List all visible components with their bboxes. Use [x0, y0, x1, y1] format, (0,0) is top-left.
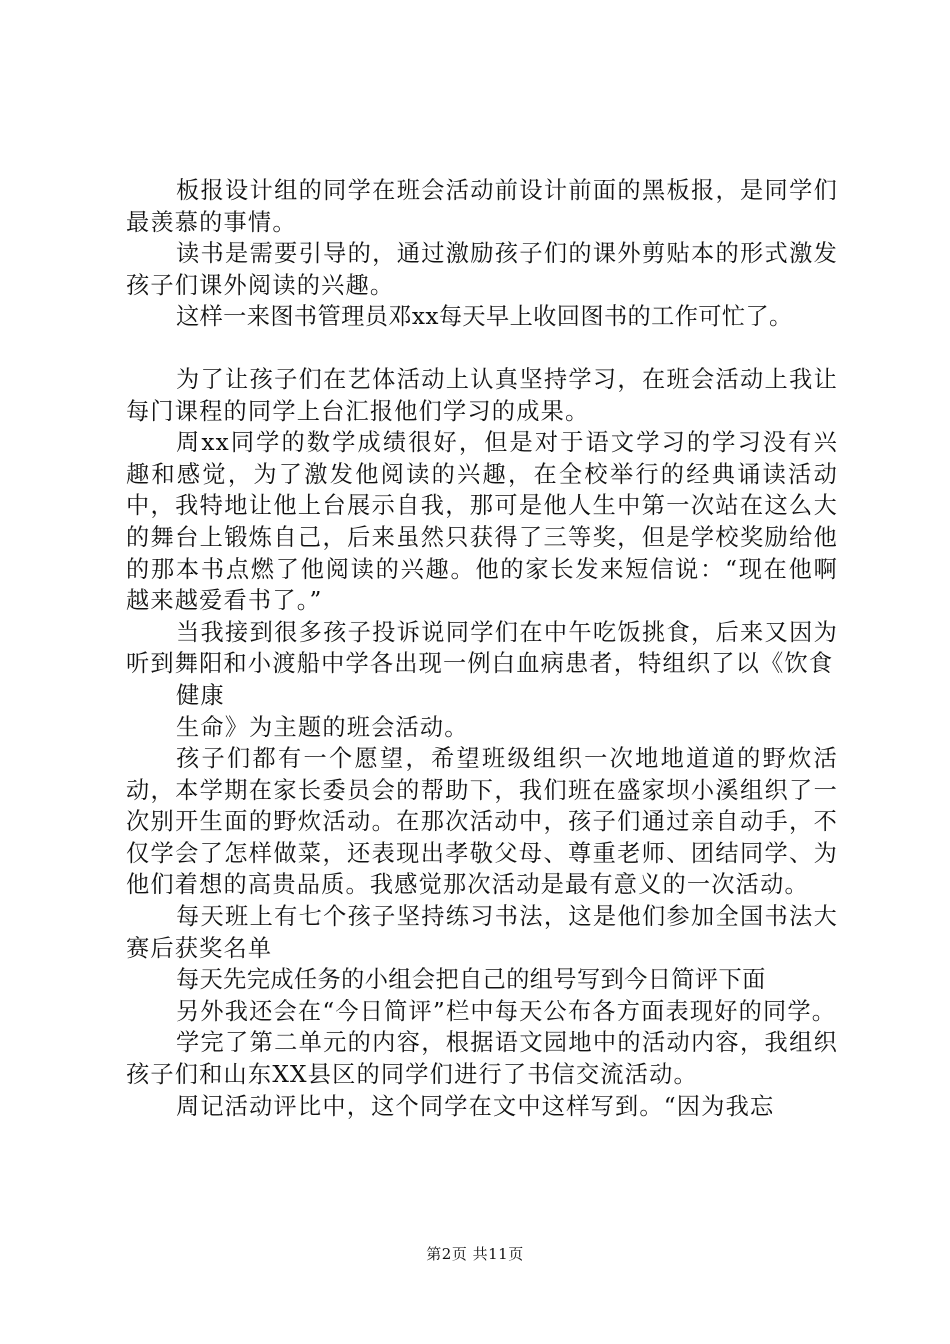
paragraph-calligraphy: 每天班上有七个孩子坚持练习书法，这是他们参加全国书法大赛后获奖名单 [126, 903, 838, 962]
paragraph-group-number: 每天先完成任务的小组会把自己的组号写到今日简评下面 [176, 966, 766, 994]
paragraph-librarian: 这样一来图书管理员邓xx每天早上收回图书的工作可忙了。 [176, 303, 793, 331]
paragraph-student-zhou: 周xx同学的数学成绩很好，但是对于语文学习的学习没有兴趣和感觉，为了激发他阅读的兴趣，在全校举行的经典诵读活动中，我特地让他上台展示自我，那可是他人生中第一次站在这么大的舞台上锻炼自己，后来虽然只获得了三等奖，但是学校奖励给他的那本书点燃了他阅读的兴趣。他的家长发来短信说：“现在他啊越来越爱看书了。” [126, 429, 838, 615]
page-number-footer: 第2页 共11页 [426, 1245, 524, 1263]
paragraph-health: 健康 [176, 681, 225, 709]
document-body [126, 175, 838, 1122]
paragraph-diet-meeting: 当我接到很多孩子投诉说同学们在中午吃饭挑食，后来又因为听到舞阳和小渡船中学各出现一例白血病患者，特组织了以《饮食 [126, 618, 838, 678]
paragraph-letter-exchange: 学完了第二单元的内容，根据语文园地中的活动内容，我组织孩子们和山东XX县区的同学们进行了书信交流活动。 [126, 1029, 838, 1089]
paragraph-gap [126, 333, 838, 364]
paragraph-arts-activity: 为了让孩子们在艺体活动上认真坚持学习，在班会活动上我让每门课程的同学上台汇报他们学习的成果。 [126, 365, 838, 425]
paragraph-picnic: 孩子们都有一个愿望，希望班级组织一次地地道道的野炊活动，本学期在家长委员会的帮助下，我们班在盛家坝小溪组织了一次别开生面的野炊活动。在那次活动中，孩子们通过亲自动手，不仅学会了怎样做菜，还表现出孝敬父母、尊重老师、团结同学、为他们着想的高贵品质。我感觉那次活动是最有意义的一次活动。 [126, 745, 838, 899]
paragraph-blackboard: 板报设计组的同学在班会活动前设计前面的黑板报，是同学们最羡慕的事情。 [126, 177, 838, 236]
paragraph-life-theme: 生命》为主题的班会活动。 [176, 713, 469, 741]
paragraph-weekly-journal: 周记活动评比中，这个同学在文中这样写到。“因为我忘 [176, 1092, 775, 1120]
paragraph-reading-guidance: 读书是需要引导的，通过激励孩子们的课外剪贴本的形式激发孩子们课外阅读的兴趣。 [126, 240, 838, 299]
paragraph-daily-review: 另外我还会在“今日简评”栏中每天公布各方面表现好的同学。 [176, 997, 837, 1025]
